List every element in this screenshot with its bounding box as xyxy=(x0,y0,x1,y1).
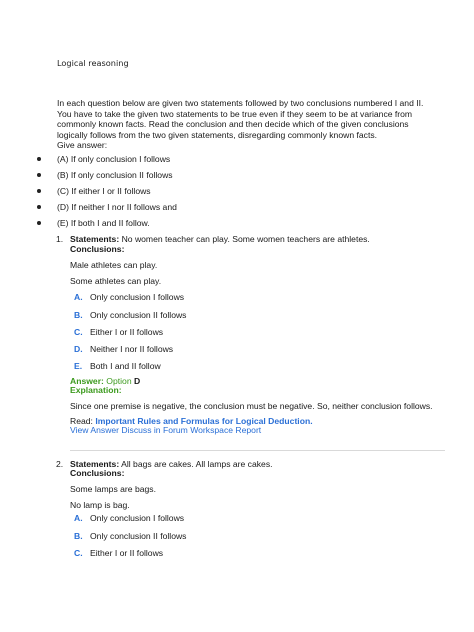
option-c-text[interactable]: Either I or II follows xyxy=(90,548,164,558)
conclusion-1: Male athletes can play. xyxy=(70,260,158,270)
option-c-letter[interactable]: C. xyxy=(74,327,83,337)
option-a-letter[interactable]: A. xyxy=(74,513,83,523)
option-b-letter[interactable]: B. xyxy=(74,310,83,320)
intro-line: commonly known facts. Read the conclusion and then decide which of the given conclusions xyxy=(57,119,409,130)
answer-label: Answer: xyxy=(70,376,104,386)
conclusions-label: Conclusions: xyxy=(70,468,125,478)
answer-key-item: (E) If both I and II follow. xyxy=(57,218,150,228)
intro-line: logically follows from the two given statements, disregarding commonly known facts. xyxy=(57,129,378,140)
bullet-icon xyxy=(37,157,41,161)
option-c-letter[interactable]: C. xyxy=(74,548,83,558)
option-e-text[interactable]: Both I and II follow xyxy=(90,361,161,371)
explanation-label: Explanation: xyxy=(70,385,122,395)
option-a-text[interactable]: Only conclusion I follows xyxy=(90,513,185,523)
intro-paragraph xyxy=(57,98,442,151)
answer-key-item: (C) If either I or II follows xyxy=(57,186,151,196)
option-b-text[interactable]: Only conclusion II follows xyxy=(90,531,187,541)
option-b-letter[interactable]: B. xyxy=(74,531,83,541)
answer-key-item: (B) If only conclusion II follows xyxy=(57,170,173,180)
conclusion-2: Some athletes can play. xyxy=(70,276,162,286)
bullet-icon xyxy=(37,205,41,209)
question-number: 2. xyxy=(56,459,64,469)
answer-key-item: (D) If neither I nor II follows and xyxy=(57,202,177,212)
option-b-text[interactable]: Only conclusion II follows xyxy=(90,310,187,320)
divider xyxy=(70,450,445,451)
conclusion-2: No lamp is bag. xyxy=(70,500,130,510)
bullet-icon xyxy=(37,189,41,193)
statements-text: No women teacher can play. Some women teachers are athletes. xyxy=(121,234,370,244)
statements-label: Statements: xyxy=(70,234,120,244)
answer-key-item: (A) If only conclusion I follows xyxy=(57,154,171,164)
intro-line: In each question below are given two statements followed by two conclusions numbered I and II. xyxy=(57,98,424,108)
option-a-text[interactable]: Only conclusion I follows xyxy=(90,292,185,302)
bullet-icon xyxy=(37,173,41,177)
explanation-text: Since one premise is negative, the conclusion must be negative. So, neither conclusion follows. xyxy=(70,401,433,411)
rules-link[interactable]: Important Rules and Formulas for Logical Deduction. xyxy=(95,416,313,426)
question-actions-link[interactable]: View Answer Discuss in Forum Workspace Report xyxy=(70,425,262,435)
read-label: Read: xyxy=(70,416,93,426)
answer-value: D xyxy=(134,376,141,386)
statements-label: Statements: xyxy=(70,459,120,469)
statements-text: All bags are cakes. All lamps are cakes. xyxy=(121,459,273,469)
question-number: 1. xyxy=(56,234,64,244)
option-d-text[interactable]: Neither I nor II follows xyxy=(90,344,174,354)
intro-line: Give answer: xyxy=(57,140,108,151)
intro-line: You have to take the given two statements to be true even if they seem to be at variance from xyxy=(57,108,413,119)
conclusions-label: Conclusions: xyxy=(70,244,125,254)
statements-line xyxy=(70,234,370,244)
bullet-icon xyxy=(37,221,41,225)
option-e-letter[interactable]: E. xyxy=(74,361,83,371)
option-a-letter[interactable]: A. xyxy=(74,292,83,302)
page-title: Logical reasoning xyxy=(57,58,129,68)
conclusion-1: Some lamps are bags. xyxy=(70,484,156,494)
answer-option-label: Option xyxy=(106,376,132,386)
option-c-text[interactable]: Either I or II follows xyxy=(90,327,164,337)
option-d-letter[interactable]: D. xyxy=(74,344,83,354)
